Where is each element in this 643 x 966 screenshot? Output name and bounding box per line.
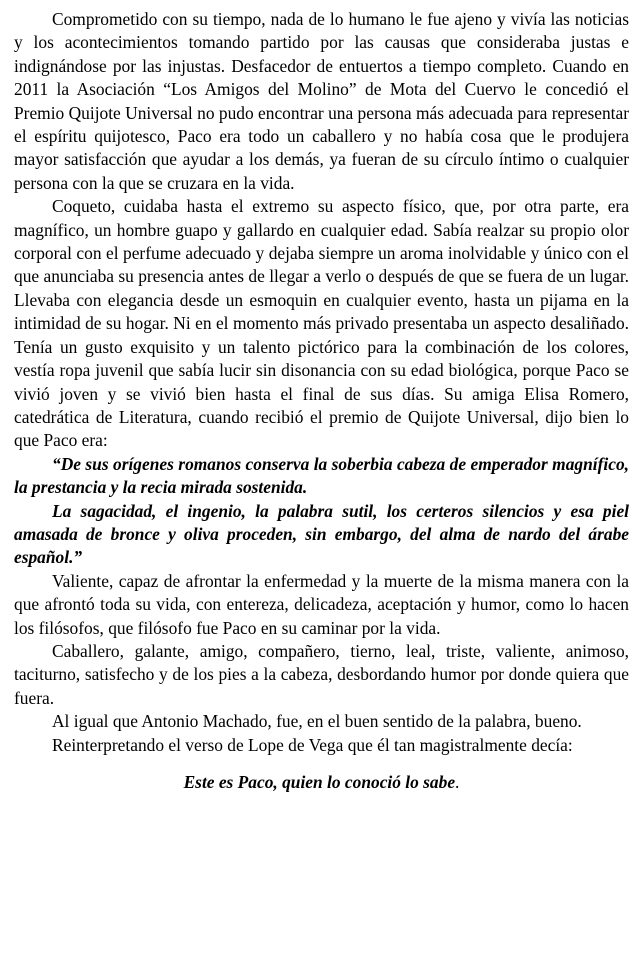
paragraph-4: Caballero, galante, amigo, compañero, tierno, leal, triste, valiente, animoso, taciturno, satisfecho y de los pies a la cabeza, desbordando humor por donde quiera que fuera. <box>14 640 629 708</box>
paragraph-6: Reinterpretando el verso de Lope de Vega que él tan magistralmente decía: <box>52 734 573 755</box>
closing-trailing-period: . <box>455 772 460 792</box>
paragraph-3: Valiente, capaz de afrontar la enfermedad y la muerte de la misma manera con la que afrontó toda su vida, con entereza, delicadeza, aceptación y humor, como lo hacen los filósofos, que filósofo fue Paco en su caminar por la vida. <box>14 570 629 638</box>
paragraph-5: Al igual que Antonio Machado, fue, en el buen sentido de la palabra, bueno. <box>52 711 582 732</box>
closing-line <box>14 757 629 794</box>
paragraph-1: Comprometido con su tiempo, nada de lo humano le fue ajeno y vivía las noticias y los acontecimientos tomando partido por las causas que consideraba justas e indignándose por las injustas. Desfacedor de entuertos a tiempo completo. Cuando en 2011 la Asociación “Los Amigos del Molino” de Mota del Cuervo le concedió el Premio Quijote Universal no pudo encontrar una persona más adecuada para representar el espíritu quijotesco, Paco era todo un caballero y no había cosa que le produjera mayor satisfacción que ayudar a los demás, ya fueran de su círculo íntimo o cualquier persona con la que se cruzara en la vida. <box>14 9 629 193</box>
quote-paragraph-1: “De sus orígenes romanos conserva la soberbia cabeza de emperador magnífico, la prestancia y la recia mirada sostenida. <box>14 453 629 498</box>
quote-paragraph-2: La sagacidad, el ingenio, la palabra sutil, los certeros silencios y esa piel amasada de bronce y oliva proceden, sin embargo, del alma de nardo del árabe español.” <box>14 500 629 568</box>
paragraph-2: Coqueto, cuidaba hasta el extremo su aspecto físico, que, por otra parte, era magnífico, un hombre guapo y gallardo en cualquier edad. Sabía realzar su propio olor corporal con el perfume adecuado y dejaba siempre un aroma inolvidable y único con el que anunciaba su presencia antes de llegar a verlo o después de que se fuera de un lugar. Llevaba con elegancia desde un esmoquin en cualquier evento, hasta un pijama en la intimidad de su hogar. Ni en el momento más privado presentaba un aspecto desaliñado. Tenía un gusto exquisito y un talento pictórico para la combinación de los colores, vestía ropa juvenil que sabía lucir sin disonancia con su edad biológica, porque Paco se vivió joven y se vivió bien hasta el final de sus días. Su amiga Elisa Romero, catedrática de Literatura, cuando recibió el premio de Quijote Universal, dijo bien lo que Paco era: <box>14 196 629 451</box>
closing-emphasis: Este es Paco, quien lo conoció lo sabe <box>183 772 456 792</box>
